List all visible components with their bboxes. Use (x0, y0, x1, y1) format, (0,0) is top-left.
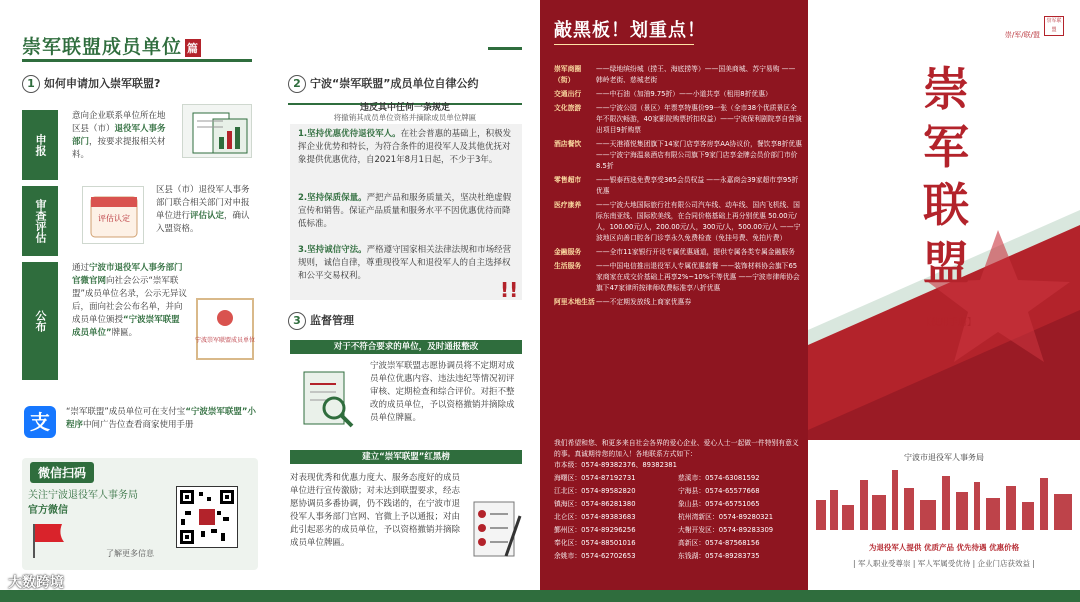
benefit-row: 零售超市 ——银泰西选免费享受365会员权益 ——永嘉商会39家超市享95折优惠 (554, 176, 799, 195)
contact-city: 市本级：0574-89382376、89382381 (554, 461, 677, 469)
contact-row: 奉化区：0574-88501016 高新区：0574-87568156 (554, 539, 760, 547)
slogan-line-1: 为退役军人提供 优质产品 优先待遇 优惠价格 (868, 543, 1020, 552)
logo-seal: 崇军联盟 (1044, 16, 1064, 36)
benefit-row: 崇军商圈（街） ——绿地缤纷城（捞王、海底捞等）——国美商城、苏宁易购 ——韩岭老街、慈城老街 (554, 65, 796, 84)
chart-document-icon (183, 105, 253, 159)
alipay-icon: 支 (24, 406, 56, 438)
panel-rules (270, 0, 540, 602)
flag-icon (30, 520, 70, 560)
magnifier-icon (290, 362, 362, 434)
benefit-row: 医疗康养 ——宁波大地国际旅行社有限公司汽车线、动车线、国内飞机线、国际东南亚线、国际欧美线，在合同价格基础上再分别优惠 50.00元/人，100.00元/人，200.00元/人，300元/人，500.00元/人 ——宁波地区向善口腔各门诊享永久免费检查（免挂号费、免拍片费） (554, 201, 801, 242)
contact-row: 北仑区：0574-89383683 杭州湾新区：0574-89280321 (554, 513, 774, 521)
step-review-text: 区县（市）退役军人事务部门联合相关部门对申报单位进行评估认定，确认入盟资格。 (156, 185, 250, 234)
wechat-more: 了解更多信息 (106, 549, 154, 558)
document-illustration (182, 104, 252, 158)
wechat-line2: 官方微信 (28, 505, 68, 516)
rule-2: 2.坚持保质保量。严把产品和服务质量关，坚决杜绝虚假宣传和销售。保证产品质量和服务水平不因优惠优待而降低标准。 (298, 193, 512, 229)
rule-3: 3.坚持诚信守法。严格遵守国家相关法律法规和市场经营规则，诚信自律，尊重现役军人和退役军人的自主选择权和公平交易权利。 (298, 245, 512, 281)
rule-1: 1.坚持优惠优待退役军人。在社会普惠的基础上，积极发挥企业优势和特长，为符合条件的退役军人及其他优抚对象提供优惠优待，自2021年8月1日起，不少于3年。 (298, 129, 512, 165)
contact-intro: 我们希望和您、和更多来自社会各界的爱心企业、爱心人士一起做一件特别有意义的事。真诚期待您的加入！各地联系方式如下： 市本级：0574-89382376、89382381 (554, 438, 802, 471)
contact-row: 海曙区：0574-87192731 慈溪市：0574-63081592 (554, 474, 760, 482)
supervise-bar-2: 建立“崇军联盟”红黑榜 (290, 450, 522, 464)
panel-highlights (540, 0, 808, 602)
contact-row: 余姚市：0574-62702653 东钱湖：0574-89283735 (554, 552, 760, 560)
section3-heading: 3 监督管理 (288, 312, 354, 330)
manual-label: 【使用手册】 (921, 318, 976, 328)
supervise-para-2: 对表现优秀和优惠力度大、服务态度好的成员单位进行宣传激励；对未达到联盟要求，经志愿协调员多番协调，仍不践诺的，在宁波市退役军人事务部门官网、官微上予以通报；对由此引起恶劣的成员单位，予以资格撤销并摘除成员单位牌匾。 (290, 473, 461, 548)
qr-code-icon (177, 487, 237, 547)
alipay-text: “崇军联盟”成员单位可在支付宝“宁波崇军联盟”小程序中间广告位查看商家使用手册 (66, 407, 256, 430)
step-review: 审查评估 (22, 186, 58, 256)
step-apply-text: 意向企业联系单位所在地区县（市）退役军人事务部门，按要求提报相关材料。 (72, 111, 166, 160)
step-apply: 申报 (22, 110, 58, 180)
calendar-icon (83, 187, 145, 245)
step-publish-text: 通过宁波市退役军人事务部门官微官网向社会公示“崇军联盟”成员单位名录，公示无异议后，面向社会公布名单，并向成员单位颁授“宁波崇军联盟成员单位”牌匾。 (72, 263, 187, 338)
panel-members (0, 0, 270, 602)
contact-table (554, 472, 802, 563)
panel-cover (808, 0, 1080, 602)
exclamation-icon: !! (500, 278, 519, 302)
watermark: 大数跨境 (8, 575, 64, 591)
checklist-illustration (466, 496, 524, 562)
benefit-row: 阿里本地生活 ——不定期发放线上商家优惠券 (554, 298, 692, 306)
benefit-row: 文化旅游 ——宁波公园（景区）年票享特惠价99一张（全市38个优质景区全年不限次畅游，40家影院购票折扣权益）——宁波保利剧院享自营演出项目9折购票 (554, 104, 802, 134)
contact-row: 鄞州区：0574-89296256 大榭开发区：0574-89283309 (554, 526, 774, 534)
step-publish: 公布 (22, 262, 58, 380)
rule-title: 违反其中任何一条规定 (359, 103, 450, 113)
checklist-icon (466, 496, 524, 562)
contact-row: 镇海区：0574-86281380 象山县：0574-65751065 (554, 500, 760, 508)
plaque-illustration (196, 298, 254, 360)
benefit-row: 金融服务 ——全市11家银行开设专属优惠通道，提供专属各类专属金融服务 (554, 248, 795, 256)
highlights-heading: 敲黑板！划重点！ (554, 20, 706, 41)
calendar-label: 评估认定 (98, 214, 130, 223)
wechat-heading: 微信扫码 (30, 462, 94, 483)
plaque-label: 宁波崇军联盟成员单位 (194, 337, 256, 344)
title-tag: 篇 (185, 39, 201, 57)
inspection-illustration (290, 362, 362, 434)
section1-heading: 1 如何申请加入崇军联盟? (22, 75, 160, 93)
benefit-row: 生活服务 ——中国电信推出退役军人专属优惠套餐 ——装饰材料协会旗下65家商家在成交价基础上再享2%~10%不等优惠 ——宁波市律师协会旗下47家律所按律师收费标准享八折优惠 (554, 262, 800, 292)
wechat-line1: 关注宁波退役军人事务局 (28, 490, 138, 501)
benefit-list (554, 64, 802, 311)
bottom-band (0, 590, 1080, 602)
rule-subtitle: 将撤销其成员单位资格并摘除成员单位牌匾 (333, 113, 477, 122)
benefit-row: 交通出行 ——中石油（加油9.75折）——小道共享（租用8折优惠） (554, 90, 772, 98)
evaluate-calendar-illustration (82, 186, 144, 244)
contact-row: 江北区：0574-89582820 宁海县：0574-65577668 (554, 487, 760, 495)
supervise-para-1: 宁波崇军联盟志愿协调员将不定期对成员单位优惠内容、违法违纪等情况初评审核、定期检查和综合评价。对拒不整改的成员单位，予以资格撤销并摘除成员单位牌匾。 (370, 361, 515, 423)
top-rule (488, 47, 522, 50)
panel1-title: 崇军联盟成员单位 篇 (22, 36, 200, 58)
title-underline (22, 59, 252, 62)
award-plaque-icon (194, 300, 256, 358)
cover-title: 崇 军 联 盟 (923, 62, 969, 290)
section2-heading: 2 宁波“崇军联盟”成员单位自律公约 (288, 75, 478, 93)
supervise-bar-1: 对于不符合要求的单位，及时通报整改 (290, 340, 522, 354)
slogan-line-2: | 军人职业受尊崇 | 军人军属受优待 | 企业门店获效益 | (853, 559, 1035, 568)
benefit-row: 酒店餐饮 ——天港禧悦集团旗下14家门店享客房享AA协议价，餐饮享8折优惠 ——宁波宁海温泉酒店有限公司旗下9家门店享金牌会员价部门市价8.5折 (554, 140, 802, 170)
heading-underline (554, 44, 694, 45)
wechat-qr-code[interactable] (176, 486, 238, 548)
brand-strip: 崇/军/联/盟 (1004, 31, 1040, 39)
issuer-name: 宁波市退役军人事务局 (904, 453, 984, 462)
